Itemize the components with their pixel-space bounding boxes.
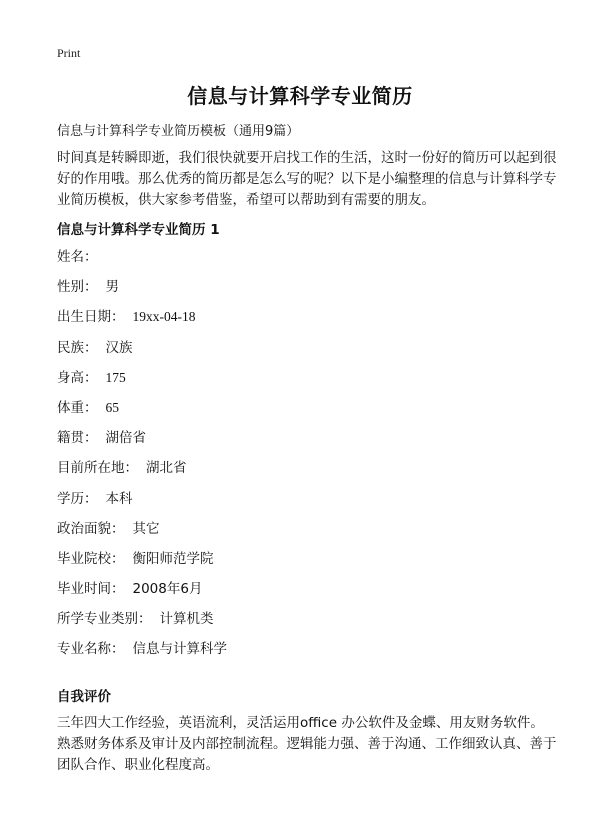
field-label: 毕业时间： (57, 581, 125, 598)
document-title: 信息与计算科学专业简历 (187, 84, 413, 108)
field-major-category (57, 610, 227, 640)
field-value: 湖倍省 (105, 430, 146, 447)
field-value: 男 (105, 279, 119, 296)
field-value: 19xx-04-18 (132, 309, 196, 325)
field-graduation-time (57, 580, 227, 610)
field-label: 身高： (57, 369, 98, 386)
field-ethnicity (57, 339, 227, 369)
field-value: 湖北省 (146, 460, 187, 477)
resume-heading: 信息与计算科学专业简历 1 (57, 222, 220, 238)
intro-paragraph: 时间真是转瞬即逝，我们很快就要开启找工作的生活，这时一份好的简历可以起到很好的作用哦。那么优秀的简历都是怎么写的呢？以下是小编整理的信息与计算科学专业简历模板，供大家参考借鉴，希望可以帮助到有需要的朋友。 (57, 150, 557, 208)
field-value: 2008年6月 (132, 581, 203, 598)
field-value: 计算机类 (159, 611, 214, 628)
field-label: 性别： (57, 279, 98, 296)
field-current-location (57, 459, 227, 489)
field-political-status (57, 520, 227, 550)
field-weight (57, 399, 227, 429)
field-gender (57, 278, 227, 308)
field-value: 65 (105, 399, 119, 415)
self-evaluation-text: 三年四大工作经验，英语流利，灵活运用office 办公软件及金蝶、用友财务软件。熟悉财务体系及审计及内部控制流程。逻辑能力强、善于沟通、工作细致认真、善于团队合作、职业化程度高。 (57, 715, 557, 773)
field-birthdate (57, 308, 227, 338)
field-label: 姓名： (57, 249, 98, 265)
field-value: 175 (105, 369, 126, 385)
field-height (57, 369, 227, 399)
resume-field-list (57, 248, 227, 671)
field-label: 目前所在地： (57, 460, 138, 477)
field-education (57, 490, 227, 520)
field-label: 出生日期： (57, 309, 125, 326)
field-label: 民族： (57, 339, 98, 356)
self-evaluation-heading: 自我评价 (57, 689, 111, 705)
field-native-place (57, 429, 227, 459)
field-label: 籍贯： (57, 430, 98, 447)
field-name (57, 248, 227, 278)
field-label: 所学专业类别： (57, 611, 152, 628)
field-value: 衡阳师范学院 (132, 550, 214, 567)
document-subtitle: 信息与计算科学专业简历模板（通用9篇） (57, 124, 300, 139)
print-label: Print (57, 46, 81, 60)
field-label: 专业名称： (57, 641, 125, 658)
field-value: 本科 (105, 490, 133, 507)
field-label: 体重： (57, 399, 98, 416)
field-label: 学历： (57, 490, 98, 507)
field-school (57, 550, 227, 580)
field-value: 汉族 (105, 339, 133, 356)
field-label: 毕业院校： (57, 550, 125, 567)
field-value: 信息与计算科学 (132, 641, 227, 658)
field-major-name (57, 640, 227, 670)
field-value: 其它 (132, 520, 160, 537)
field-label: 政治面貌： (57, 520, 125, 537)
